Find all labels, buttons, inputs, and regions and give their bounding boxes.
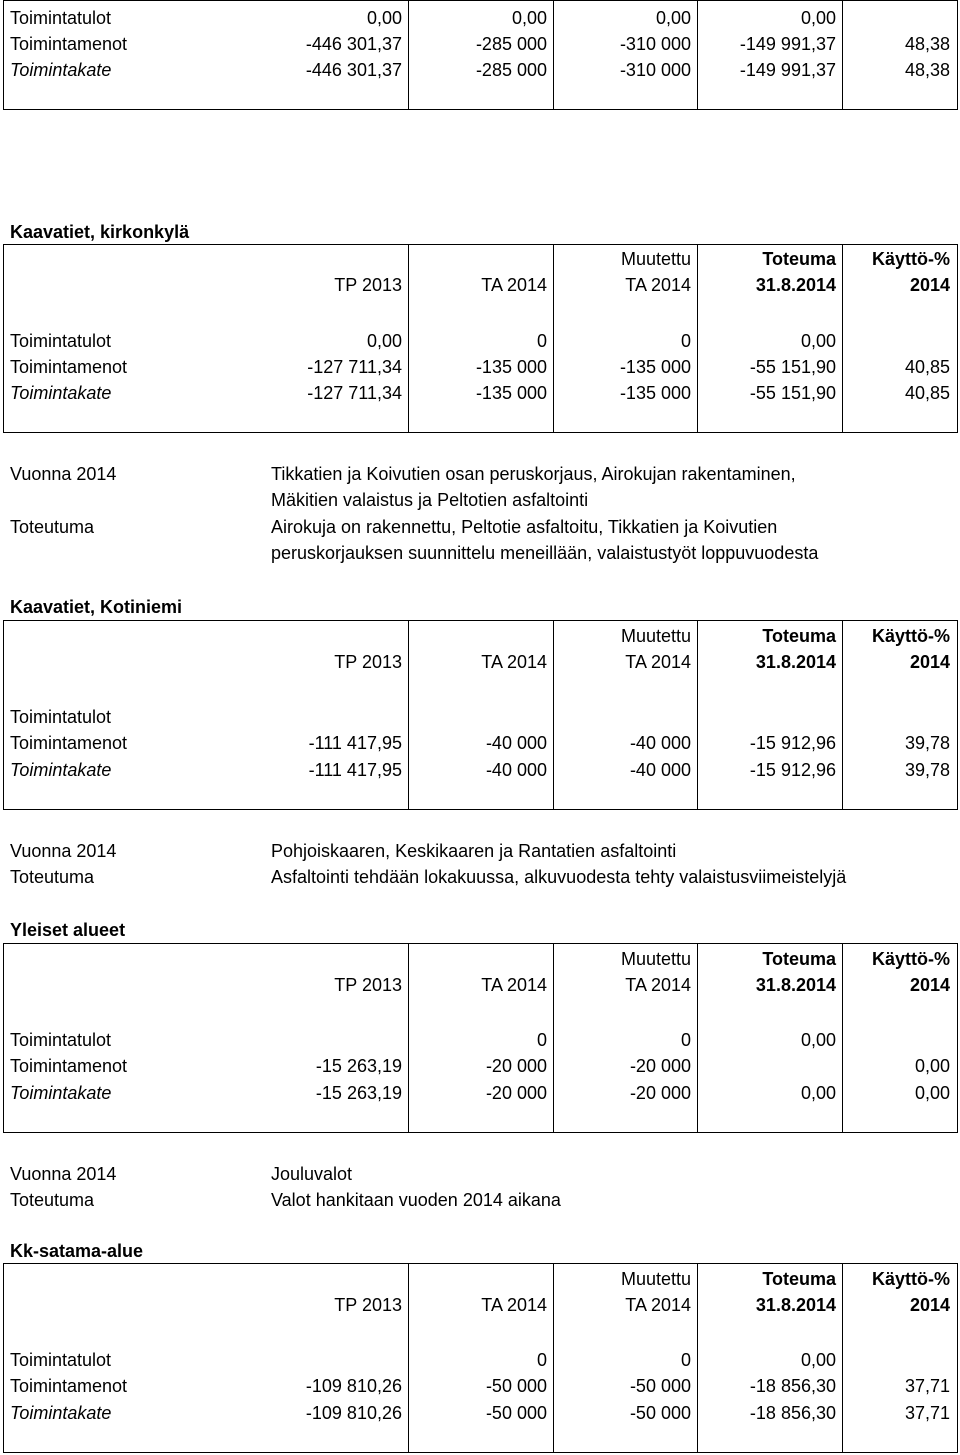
cell-kaytto: 48,38 <box>904 60 950 80</box>
cell-ta2014: -40 000 <box>485 760 547 780</box>
col-header-kaytto: Käyttö-% <box>871 1269 950 1289</box>
col-header-ta2014: TA 2014 <box>481 652 547 672</box>
row-label: Toimintamenot <box>10 34 128 54</box>
col-header-toteuma: Toteuma <box>762 949 836 969</box>
cell-muutettu: -40 000 <box>629 733 691 753</box>
cell-toteuma: 0,00 <box>800 1030 836 1050</box>
cell-ta2014: 0 <box>536 1350 547 1370</box>
row-label: Toimintakate <box>10 1083 112 1103</box>
col-header-muutettu-ta: TA 2014 <box>625 975 691 995</box>
row-label: Toimintamenot <box>10 357 128 377</box>
note-line: Jouluvalot <box>271 1164 353 1184</box>
cell-tp2013: -15 263,19 <box>315 1056 402 1076</box>
cell-muutettu: 0 <box>680 331 691 351</box>
cell-toteuma: -149 991,37 <box>739 34 836 54</box>
section-title: Kaavatiet, Kotiniemi <box>10 597 183 617</box>
note-label: Toteutuma <box>10 517 95 537</box>
col-header-toteuma: Toteuma <box>762 626 836 646</box>
cell-ta2014: 0 <box>536 331 547 351</box>
section-title: Yleiset alueet <box>10 920 126 940</box>
cell-kaytto: 48,38 <box>904 34 950 54</box>
row-label: Toimintakate <box>10 60 112 80</box>
cell-toteuma: -149 991,37 <box>739 60 836 80</box>
cell-kaytto: 39,78 <box>904 733 950 753</box>
col-header-toteuma-date: 31.8.2014 <box>755 275 836 295</box>
cell-ta2014: 0,00 <box>511 8 547 28</box>
cell-muutettu: -20 000 <box>629 1056 691 1076</box>
cell-toteuma: -55 151,90 <box>749 357 836 377</box>
cell-tp2013: 0,00 <box>366 331 402 351</box>
cell-kaytto: 39,78 <box>904 760 950 780</box>
cell-muutettu: 0 <box>680 1350 691 1370</box>
cell-ta2014: -50 000 <box>485 1376 547 1396</box>
row-label: Toimintamenot <box>10 1056 128 1076</box>
note-line: Valot hankitaan vuoden 2014 aikana <box>271 1190 561 1210</box>
col-header-kaytto-year: 2014 <box>909 1295 950 1315</box>
note-label: Vuonna 2014 <box>10 1164 117 1184</box>
col-header-ta2014: TA 2014 <box>481 275 547 295</box>
cell-ta2014: -135 000 <box>475 383 547 403</box>
row-label: Toimintatulot <box>10 1350 112 1370</box>
row-label: Toimintatulot <box>10 707 112 727</box>
cell-muutettu: -50 000 <box>629 1376 691 1396</box>
row-label: Toimintamenot <box>10 733 128 753</box>
section-title: Kk-satama-alue <box>10 1241 144 1261</box>
cell-toteuma: 0,00 <box>800 8 836 28</box>
note-label: Toteutuma <box>10 867 95 887</box>
cell-ta2014: -40 000 <box>485 733 547 753</box>
cell-muutettu: -310 000 <box>619 34 691 54</box>
cell-toteuma: -18 856,30 <box>749 1403 836 1423</box>
col-header-ta2014: TA 2014 <box>481 975 547 995</box>
note-label: Toteutuma <box>10 1190 95 1210</box>
col-header-tp2013: TP 2013 <box>334 652 402 672</box>
row-label: Toimintakate <box>10 760 112 780</box>
row-label: Toimintatulot <box>10 1030 112 1050</box>
cell-kaytto: 37,71 <box>904 1376 950 1396</box>
section-title: Kaavatiet, kirkonkylä <box>10 222 190 242</box>
col-header-toteuma-date: 31.8.2014 <box>755 975 836 995</box>
note-line: Mäkitien valaistus ja Peltotien asfaltointi <box>271 490 589 510</box>
col-header-muutettu: Muutettu <box>620 1269 691 1289</box>
cell-muutettu: -135 000 <box>619 357 691 377</box>
cell-toteuma: 0,00 <box>800 331 836 351</box>
cell-toteuma: 0,00 <box>800 1350 836 1370</box>
col-header-muutettu: Muutettu <box>620 626 691 646</box>
row-label: Toimintatulot <box>10 331 112 351</box>
col-header-muutettu: Muutettu <box>620 949 691 969</box>
col-header-kaytto: Käyttö-% <box>871 626 950 646</box>
note-line: peruskorjauksen suunnittelu meneillään, valaistustyöt loppuvuodesta <box>271 543 819 563</box>
col-header-ta2014: TA 2014 <box>481 1295 547 1315</box>
cell-muutettu: -135 000 <box>619 383 691 403</box>
cell-toteuma: -55 151,90 <box>749 383 836 403</box>
cell-muutettu: -50 000 <box>629 1403 691 1423</box>
cell-kaytto: 40,85 <box>904 383 950 403</box>
cell-ta2014: -20 000 <box>485 1083 547 1103</box>
cell-tp2013: 0,00 <box>366 8 402 28</box>
cell-tp2013: -15 263,19 <box>315 1083 402 1103</box>
col-header-toteuma-date: 31.8.2014 <box>755 1295 836 1315</box>
row-label: Toimintakate <box>10 1403 112 1423</box>
cell-kaytto: 0,00 <box>914 1056 950 1076</box>
note-label: Vuonna 2014 <box>10 464 117 484</box>
col-header-tp2013: TP 2013 <box>334 1295 402 1315</box>
note-line: Airokuja on rakennettu, Peltotie asfaltoitu, Tikkatien ja Koivutien <box>271 517 778 537</box>
cell-toteuma: -15 912,96 <box>749 760 836 780</box>
note-line: Tikkatien ja Koivutien osan peruskorjaus, Airokujan rakentaminen, <box>271 464 796 484</box>
cell-tp2013: -446 301,37 <box>305 34 402 54</box>
cell-muutettu: -20 000 <box>629 1083 691 1103</box>
col-header-muutettu-ta: TA 2014 <box>625 652 691 672</box>
cell-tp2013: -109 810,26 <box>305 1403 402 1423</box>
cell-toteuma: -15 912,96 <box>749 733 836 753</box>
cell-kaytto: 0,00 <box>914 1083 950 1103</box>
cell-kaytto: 37,71 <box>904 1403 950 1423</box>
row-label: Toimintatulot <box>10 8 112 28</box>
cell-ta2014: -285 000 <box>475 34 547 54</box>
row-label: Toimintakate <box>10 383 112 403</box>
cell-ta2014: -20 000 <box>485 1056 547 1076</box>
cell-toteuma: 0,00 <box>800 1083 836 1103</box>
cell-tp2013: -111 417,95 <box>308 760 402 780</box>
col-header-toteuma: Toteuma <box>762 1269 836 1289</box>
note-line: Pohjoiskaaren, Keskikaaren ja Rantatien asfaltointi <box>271 841 677 861</box>
col-header-toteuma-date: 31.8.2014 <box>755 652 836 672</box>
cell-ta2014: -285 000 <box>475 60 547 80</box>
cell-tp2013: -127 711,34 <box>307 357 402 377</box>
col-header-kaytto: Käyttö-% <box>871 949 950 969</box>
cell-muutettu: 0 <box>680 1030 691 1050</box>
cell-kaytto: 40,85 <box>904 357 950 377</box>
col-header-toteuma: Toteuma <box>762 249 836 269</box>
col-header-tp2013: TP 2013 <box>334 275 402 295</box>
col-header-muutettu-ta: TA 2014 <box>625 1295 691 1315</box>
cell-ta2014: -135 000 <box>475 357 547 377</box>
cell-tp2013: -446 301,37 <box>305 60 402 80</box>
note-line: Asfaltointi tehdään lokakuussa, alkuvuodesta tehty valaistusviimeistelyjä <box>271 867 847 887</box>
row-label: Toimintamenot <box>10 1376 128 1396</box>
cell-muutettu: -310 000 <box>619 60 691 80</box>
cell-muutettu: 0,00 <box>655 8 691 28</box>
col-header-muutettu-ta: TA 2014 <box>625 275 691 295</box>
col-header-kaytto-year: 2014 <box>909 652 950 672</box>
col-header-tp2013: TP 2013 <box>334 975 402 995</box>
cell-toteuma: -18 856,30 <box>749 1376 836 1396</box>
cell-tp2013: -109 810,26 <box>305 1376 402 1396</box>
col-header-kaytto-year: 2014 <box>909 975 950 995</box>
cell-muutettu: -40 000 <box>629 760 691 780</box>
cell-ta2014: -50 000 <box>485 1403 547 1423</box>
cell-tp2013: -127 711,34 <box>307 383 402 403</box>
cell-tp2013: -111 417,95 <box>308 733 402 753</box>
note-label: Vuonna 2014 <box>10 841 117 861</box>
cell-ta2014: 0 <box>536 1030 547 1050</box>
col-header-kaytto: Käyttö-% <box>871 249 950 269</box>
col-header-kaytto-year: 2014 <box>909 275 950 295</box>
col-header-muutettu: Muutettu <box>620 249 691 269</box>
